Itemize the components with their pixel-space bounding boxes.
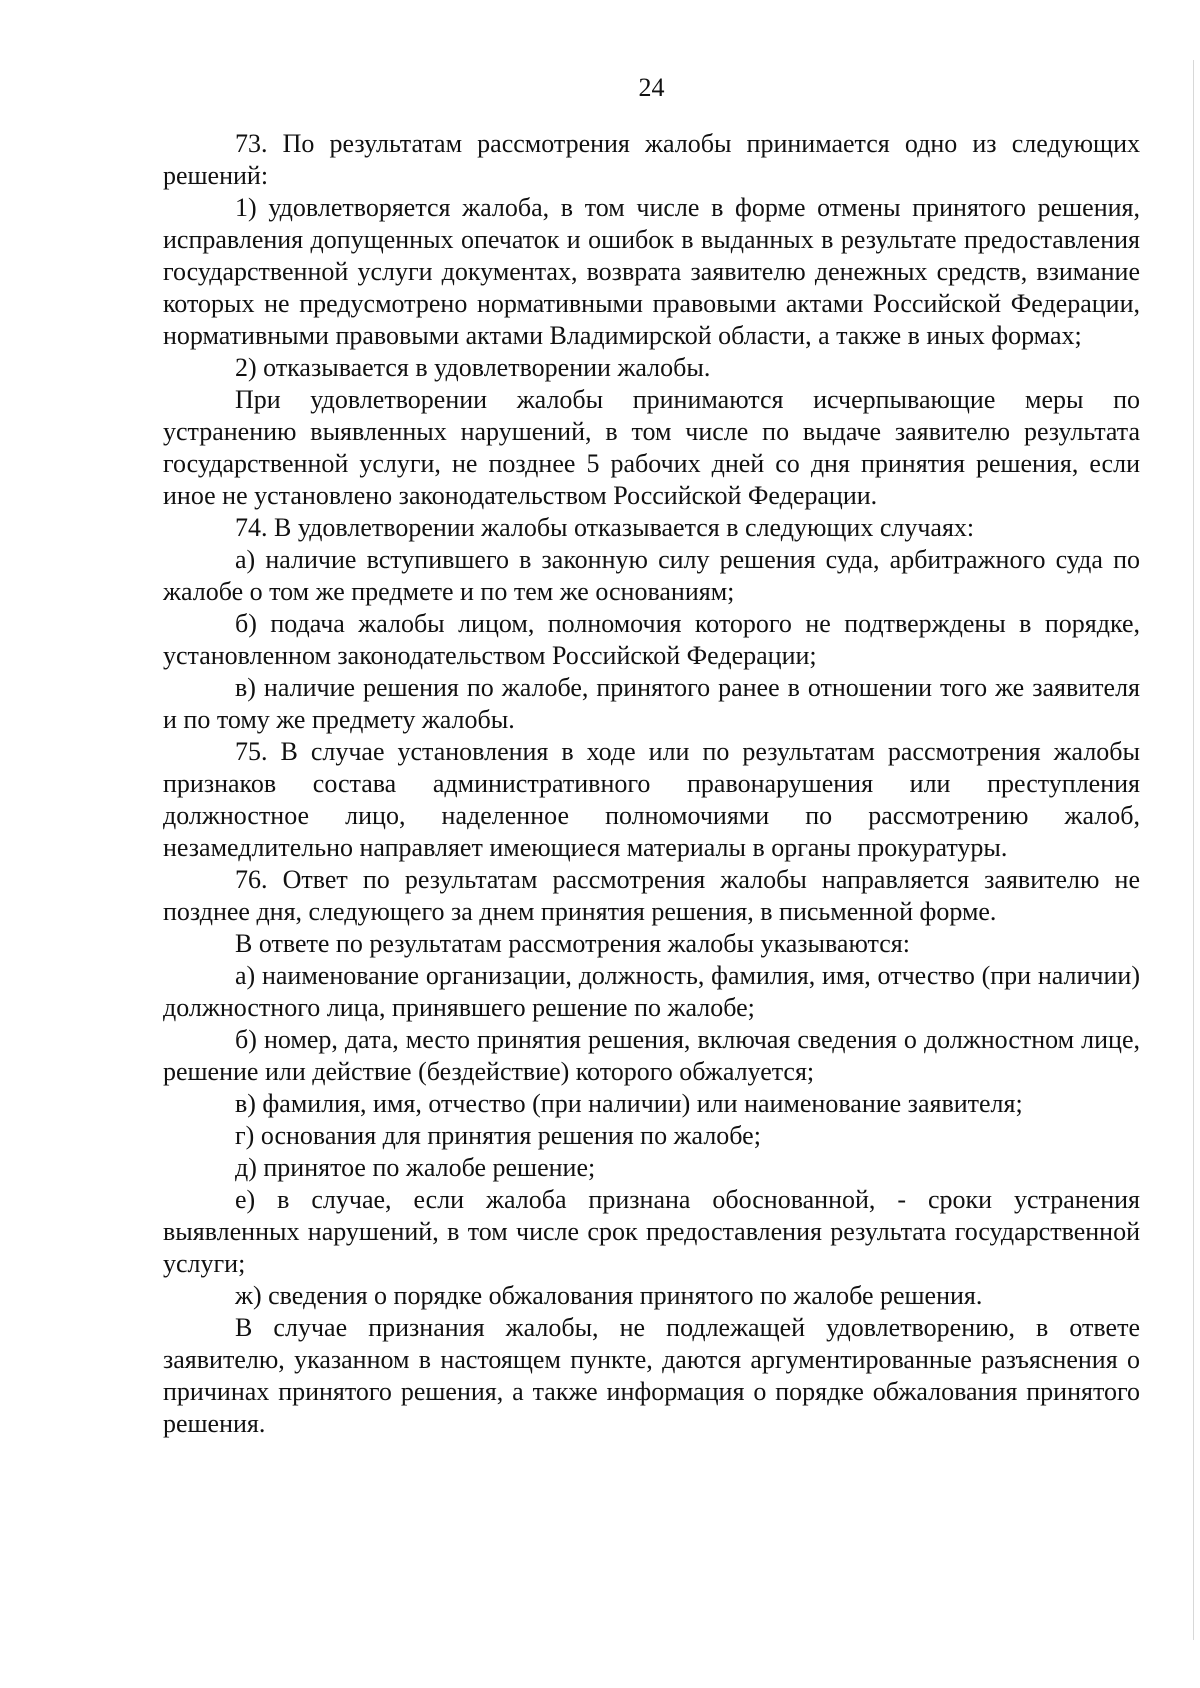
paragraph-74-item-a: а) наличие вступившего в законную силу решения суда, арбитражного суда по жалобе о том же предмете и по тем же основаниям; <box>163 545 1140 606</box>
paragraph-74-item-v: в) наличие решения по жалобе, принятого ранее в отношении того же заявителя и по тому же предмету жалобы. <box>163 673 1140 734</box>
paragraph-76-item-e: е) в случае, если жалоба признана обоснованной, - сроки устранения выявленных нарушений, в том числе срок предоставления результата государственной услуги; <box>163 1185 1140 1278</box>
paragraph-76-item-a: а) наименование организации, должность, фамилия, имя, отчество (при наличии) должностного лица, принявшего решение по жалобе; <box>163 961 1140 1022</box>
paragraph-76-answer-contents: В ответе по результатам рассмотрения жалобы указываются: <box>235 929 910 958</box>
paragraph-73: 73. По результатам рассмотрения жалобы принимается одно из следующих решений: <box>163 129 1140 190</box>
paragraph-76-item-b: б) номер, дата, место принятия решения, включая сведения о должностном лице, решение или действие (бездействие) которого обжалуется; <box>163 1025 1140 1086</box>
paragraph-74: 74. В удовлетворении жалобы отказывается в следующих случаях: <box>235 513 975 542</box>
paragraph-74-item-b: б) подача жалобы лицом, полномочия которого не подтверждены в порядке, установленном законодательством Российской Федерации; <box>163 609 1140 670</box>
paragraph-76-item-zh: ж) сведения о порядке обжалования принятого по жалобе решения. <box>235 1281 983 1310</box>
scan-edge-line <box>1193 60 1194 1640</box>
paragraph-75: 75. В случае установления в ходе или по результатам рассмотрения жалобы признаков состава административного правонарушения или преступления должностное лицо, наделенное полномочиями по рассмотрению жалоб, незамедлительно направляет имеющиеся материалы в органы прокуратуры. <box>163 737 1140 862</box>
document-body <box>163 128 1140 1440</box>
paragraph-76-item-g: г) основания для принятия решения по жалобе; <box>235 1121 761 1150</box>
paragraph-73-satisfaction: При удовлетворении жалобы принимаются исчерпывающие меры по устранению выявленных нарушений, в том числе по выдаче заявителю результата государственной услуги, не позднее 5 рабочих дней со дня принятия решения, если иное не установлено законодательством Российской Федерации. <box>163 385 1140 510</box>
paragraph-73-item-2: 2) отказывается в удовлетворении жалобы. <box>235 353 711 382</box>
page-number: 24 <box>638 73 665 102</box>
paragraph-76-item-v: в) фамилия, имя, отчество (при наличии) или наименование заявителя; <box>235 1089 1023 1118</box>
paragraph-76: 76. Ответ по результатам рассмотрения жалобы направляется заявителю не позднее дня, следующего за днем принятия решения, в письменной форме. <box>163 865 1140 926</box>
paragraph-73-item-1: 1) удовлетворяется жалоба, в том числе в форме отмены принятого решения, исправления допущенных опечаток и ошибок в выданных в результате предоставления государственной услуги документах, возврата заявителю денежных средств, взимание которых не предусмотрено нормативными правовыми актами Российской Федерации, нормативными правовыми актами Владимирской области, а также в иных формах; <box>163 193 1140 350</box>
paragraph-76-item-d: д) принятое по жалобе решение; <box>235 1153 596 1182</box>
paragraph-76-refusal: В случае признания жалобы, не подлежащей удовлетворению, в ответе заявителю, указанном в настоящем пункте, даются аргументированные разъяснения о причинах принятого решения, а также информация о порядке обжалования принятого решения. <box>163 1313 1140 1438</box>
